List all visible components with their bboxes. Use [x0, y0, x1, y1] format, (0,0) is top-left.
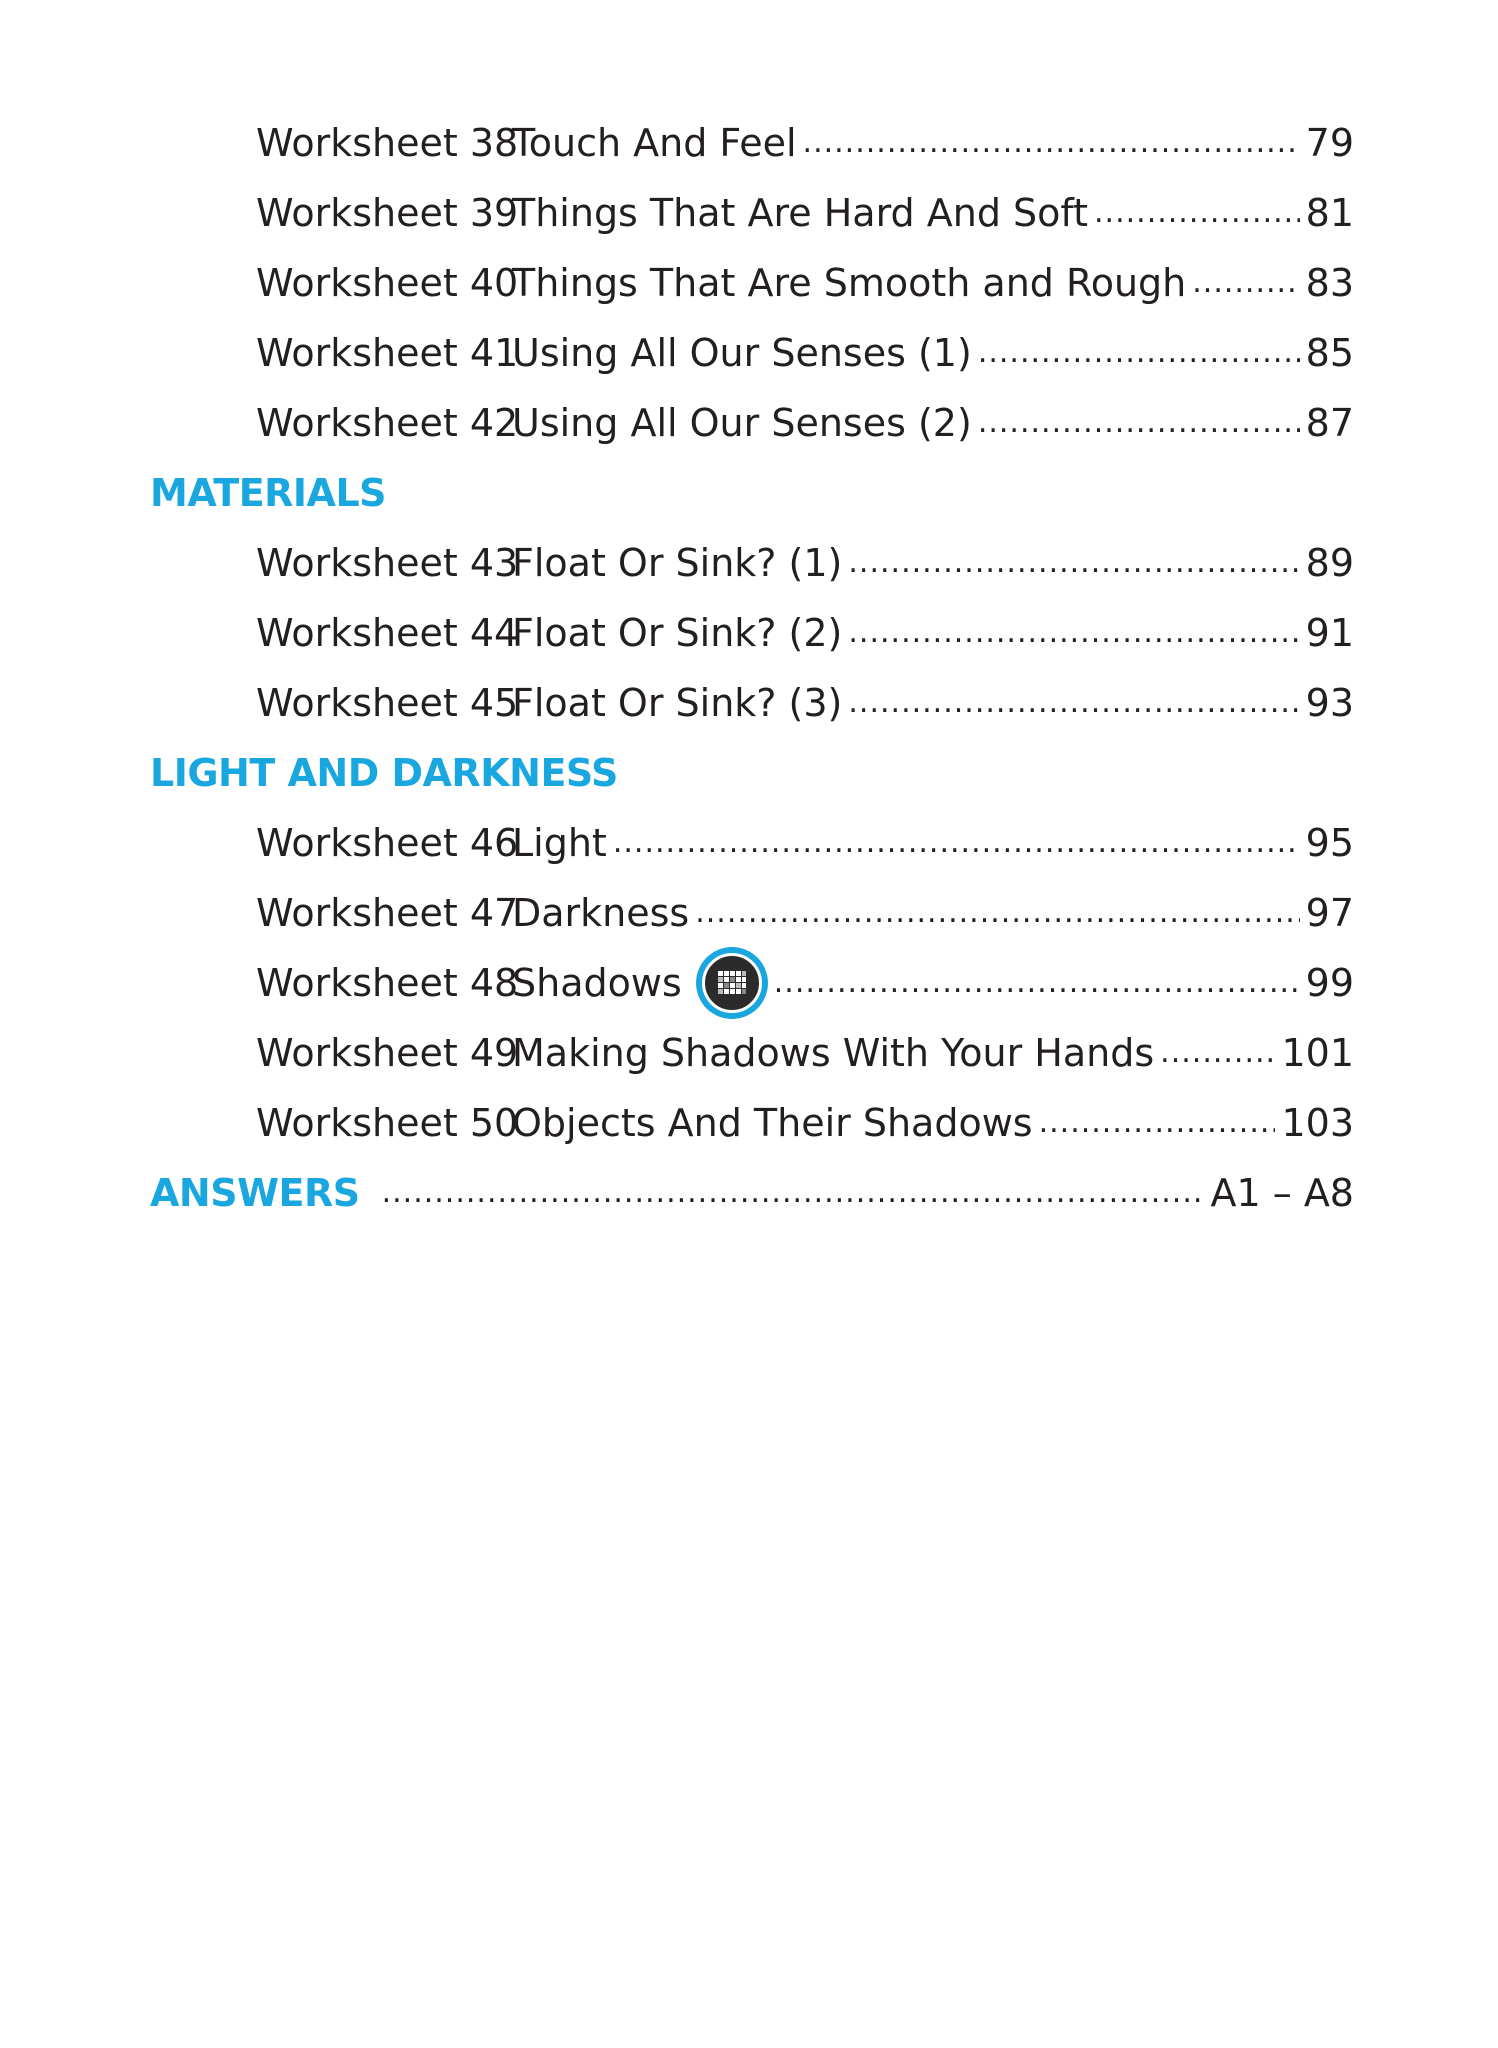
toc-entry-38[interactable]: [256, 108, 1354, 178]
worksheet-number: Worksheet 47: [256, 891, 519, 935]
dot-leader: [978, 334, 1300, 372]
page-number: 97: [1305, 891, 1354, 935]
dot-leader: [1039, 1104, 1276, 1142]
worksheet-number: Worksheet 40: [256, 261, 519, 305]
dot-leader: [848, 614, 1299, 652]
toc-entry-48[interactable]: [256, 948, 1354, 1018]
toc-entry-40[interactable]: [256, 248, 1354, 318]
worksheet-number: Worksheet 48: [256, 961, 519, 1005]
worksheet-number: Worksheet 49: [256, 1031, 519, 1075]
toc-entry-50[interactable]: [256, 1088, 1354, 1158]
game-grid-icon: [696, 947, 768, 1019]
toc-entry-41[interactable]: [256, 318, 1354, 388]
dot-leader: [774, 964, 1300, 1002]
worksheet-number: Worksheet 38: [256, 121, 519, 165]
page-number: A1 – A8: [1210, 1171, 1354, 1215]
page-number: 103: [1281, 1101, 1354, 1145]
page-number: 99: [1305, 961, 1354, 1005]
toc-entry-39[interactable]: [256, 178, 1354, 248]
dot-leader: [978, 404, 1300, 442]
worksheet-number: Worksheet 41: [256, 331, 519, 375]
worksheet-number: Worksheet 39: [256, 191, 519, 235]
page-number: 91: [1305, 611, 1354, 655]
page-number: 89: [1305, 541, 1354, 585]
page-number: 85: [1305, 331, 1354, 375]
worksheet-title: Float Or Sink? (2): [512, 611, 843, 655]
page-number: 81: [1305, 191, 1354, 235]
worksheet-title: Things That Are Hard And Soft: [512, 191, 1089, 235]
dot-leader: [1160, 1034, 1275, 1072]
worksheet-title: Objects And Their Shadows: [512, 1101, 1033, 1145]
table-of-contents: [0, 108, 1498, 1228]
dot-leader: [848, 544, 1299, 582]
worksheet-title: Float Or Sink? (3): [512, 681, 843, 725]
toc-entry-49[interactable]: [256, 1018, 1354, 1088]
worksheet-title: Using All Our Senses (2): [512, 401, 972, 445]
section-title: MATERIALS: [150, 471, 387, 515]
dot-leader: [1192, 264, 1299, 302]
dot-leader: [848, 684, 1299, 722]
worksheet-title: Darkness: [512, 891, 690, 935]
worksheet-number: Worksheet 44: [256, 611, 519, 655]
worksheet-number: Worksheet 42: [256, 401, 519, 445]
toc-entry-43[interactable]: [256, 528, 1354, 598]
worksheet-number: Worksheet 50: [256, 1101, 519, 1145]
toc-entry-47[interactable]: [256, 878, 1354, 948]
section-heading-light-and-darkness[interactable]: [150, 738, 1354, 808]
toc-entry-46[interactable]: [256, 808, 1354, 878]
dot-leader: [382, 1174, 1205, 1212]
page-number: 101: [1281, 1031, 1354, 1075]
page-number: 83: [1305, 261, 1354, 305]
dot-leader: [1094, 194, 1300, 232]
section-title: ANSWERS: [150, 1171, 360, 1215]
worksheet-number: Worksheet 45: [256, 681, 519, 725]
worksheet-number: Worksheet 46: [256, 821, 519, 865]
worksheet-title: Touch And Feel: [512, 121, 797, 165]
dot-leader: [613, 824, 1300, 862]
section-title: LIGHT AND DARKNESS: [150, 751, 618, 795]
worksheet-number: Worksheet 43: [256, 541, 519, 585]
page-number: 93: [1305, 681, 1354, 725]
worksheet-title: Things That Are Smooth and Rough: [512, 261, 1187, 305]
page-number: 79: [1305, 121, 1354, 165]
worksheet-title: Float Or Sink? (1): [512, 541, 843, 585]
worksheet-title: Shadows: [512, 961, 682, 1005]
dot-leader: [695, 894, 1299, 932]
page-number: 95: [1305, 821, 1354, 865]
toc-entry-42[interactable]: [256, 388, 1354, 458]
page-number: 87: [1305, 401, 1354, 445]
worksheet-title: Using All Our Senses (1): [512, 331, 972, 375]
worksheet-title: Making Shadows With Your Hands: [512, 1031, 1155, 1075]
toc-entry-44[interactable]: [256, 598, 1354, 668]
toc-entry-answers[interactable]: [150, 1158, 1354, 1228]
section-heading-materials[interactable]: [150, 458, 1354, 528]
dot-leader: [803, 124, 1300, 162]
worksheet-title: Light: [512, 821, 607, 865]
toc-entry-45[interactable]: [256, 668, 1354, 738]
